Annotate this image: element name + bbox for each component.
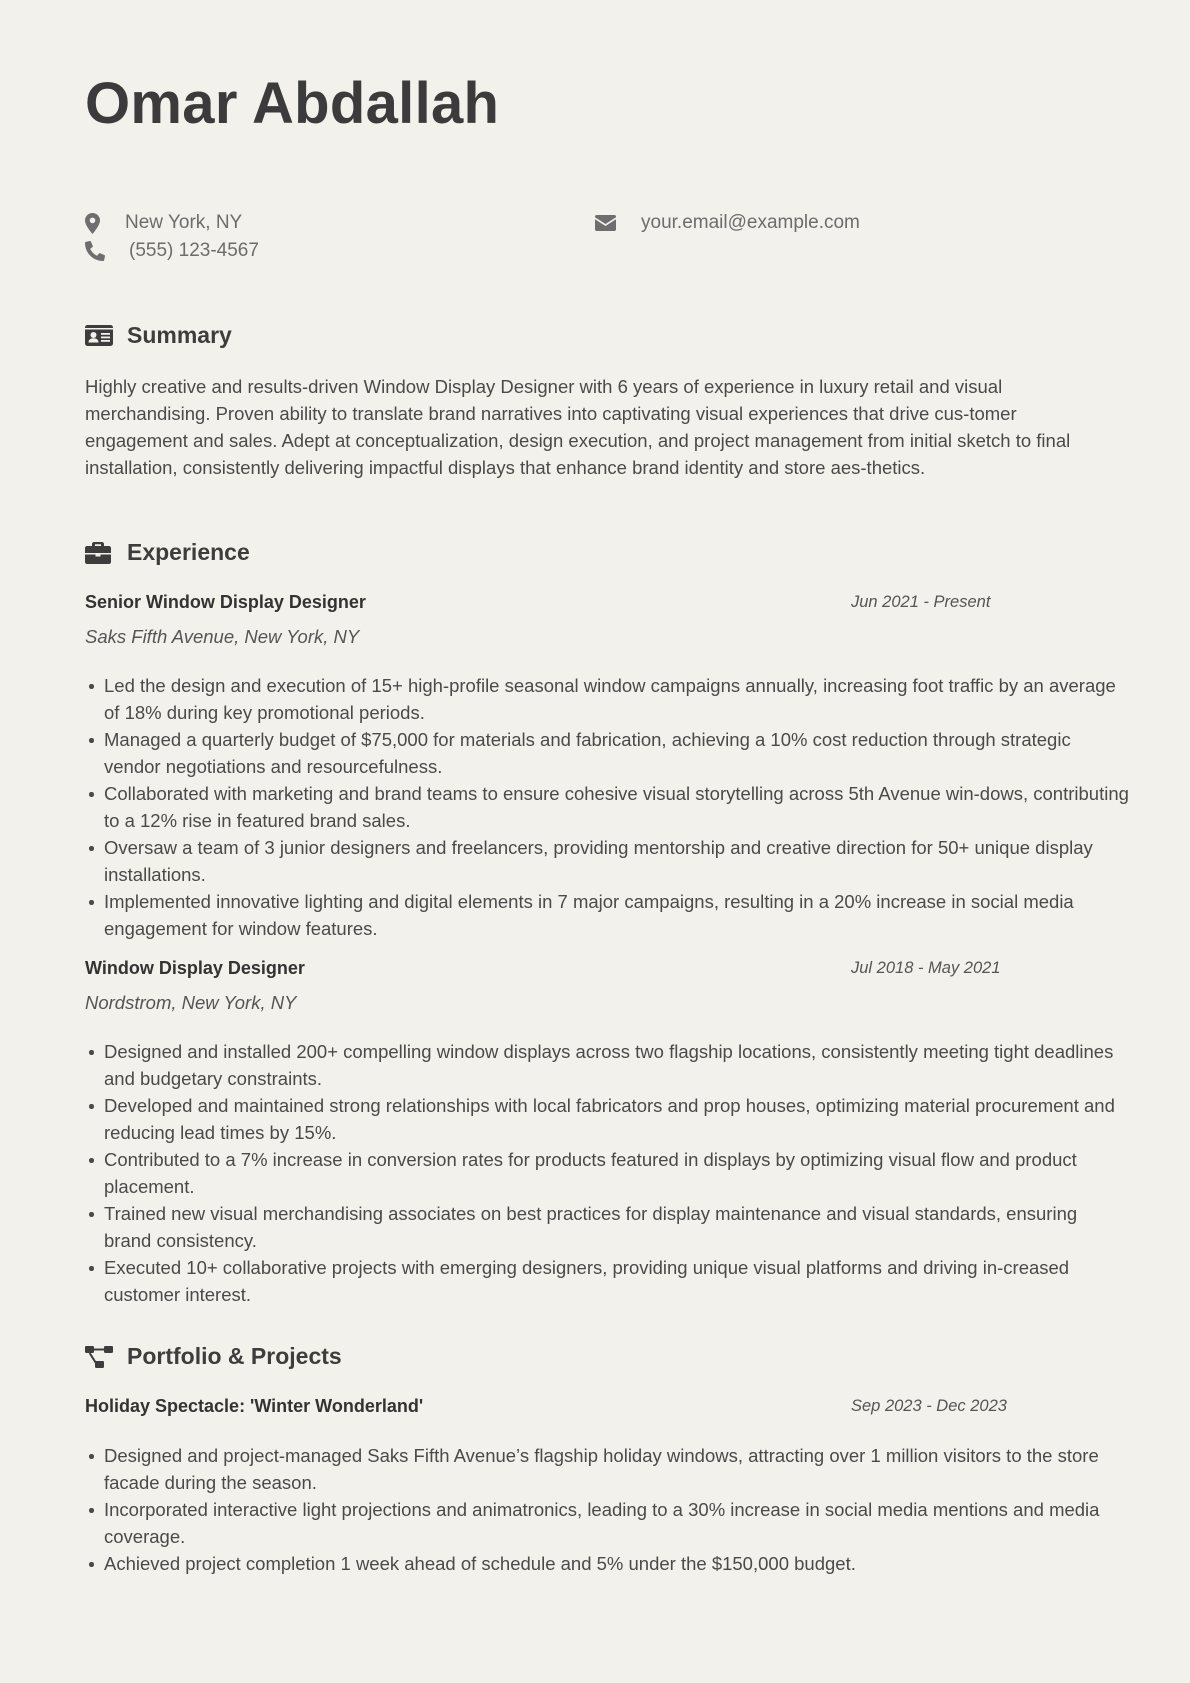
portfolio-section-heading xyxy=(85,1343,342,1370)
summary-heading: Summary xyxy=(127,322,232,348)
list-item: Designed and project-managed Saks Fifth Avenue’s flagship holiday windows, attracting over 1 million visitors to the store facade during the season. xyxy=(104,1442,1129,1496)
list-item: Designed and installed 200+ compelling window displays across two flagship locations, consistently meeting tight deadlines and budgetary constraints. xyxy=(104,1038,1129,1092)
summary-section-heading xyxy=(85,322,232,349)
experience-heading: Experience xyxy=(127,539,250,565)
contact-phone xyxy=(85,240,259,262)
list-item: Contributed to a 7% increase in conversion rates for products featured in displays by optimizing visual flow and product placement. xyxy=(104,1146,1129,1200)
job-organization: Nordstrom, New York, NY xyxy=(85,992,297,1013)
list-item: Achieved project completion 1 week ahead of schedule and 5% under the $150,000 budget. xyxy=(104,1550,1129,1577)
phone-icon xyxy=(85,240,107,262)
project-diagram-icon xyxy=(85,1345,113,1369)
portfolio-heading: Portfolio & Projects xyxy=(127,1343,342,1369)
list-item: Incorporated interactive light projections and animatronics, leading to a 30% increase in social media mentions and media coverage. xyxy=(104,1496,1129,1550)
job-bullet-list xyxy=(85,672,1129,942)
contact-email xyxy=(595,212,860,234)
briefcase-icon xyxy=(85,541,113,565)
project-dates: Sep 2023 - Dec 2023 xyxy=(851,1397,1007,1415)
project-title: Holiday Spectacle: 'Winter Wonderland' xyxy=(85,1396,424,1416)
candidate-name: Omar Abdallah xyxy=(85,71,500,136)
list-item: Developed and maintained strong relationships with local fabricators and prop houses, optimizing material procurement and reducing lead times by 15%. xyxy=(104,1092,1129,1146)
phone-text: (555) 123-4567 xyxy=(129,240,259,261)
list-item: Trained new visual merchandising associates on best practices for display maintenance and visual standards, ensuring brand consistency. xyxy=(104,1200,1129,1254)
list-item: Oversaw a team of 3 junior designers and freelancers, providing mentorship and creative direction for 50+ unique display installations. xyxy=(104,834,1129,888)
location-text: New York, NY xyxy=(125,212,243,233)
id-card-icon xyxy=(85,324,113,348)
envelope-icon xyxy=(595,212,617,234)
job-dates: Jun 2021 - Present xyxy=(851,593,991,611)
email-text[interactable]: your.email@example.com xyxy=(641,212,860,233)
map-marker-icon xyxy=(85,212,107,234)
experience-section-heading xyxy=(85,539,250,566)
list-item: Executed 10+ collaborative projects with emerging designers, providing unique visual platforms and driving in-creased customer interest. xyxy=(104,1254,1129,1308)
list-item: Implemented innovative lighting and digital elements in 7 major campaigns, resulting in a 20% increase in social media engagement for window features. xyxy=(104,888,1129,942)
contact-location xyxy=(85,212,242,234)
job-bullet-list xyxy=(85,1038,1129,1308)
job-dates: Jul 2018 - May 2021 xyxy=(851,959,1001,977)
job-title: Window Display Designer xyxy=(85,958,305,978)
summary-text: Highly creative and results-driven Window Display Designer with 6 years of experience in luxury retail and visual merchandising. Proven ability to translate brand narratives into captivating visual experiences that drive cus-tomer engagement and sales. Adept at conceptualization, design execution, and project management from initial sketch to final installation, consistently delivering impactful displays that enhance brand identity and store aes-thetics. xyxy=(85,376,1071,478)
list-item: Led the design and execution of 15+ high-profile seasonal window campaigns annually, increasing foot traffic by an average of 18% during key promotional periods. xyxy=(104,672,1129,726)
job-title: Senior Window Display Designer xyxy=(85,592,366,612)
job-organization: Saks Fifth Avenue, New York, NY xyxy=(85,626,360,647)
project-bullet-list xyxy=(85,1442,1129,1577)
list-item: Managed a quarterly budget of $75,000 for materials and fabrication, achieving a 10% cost reduction through strategic vendor negotiations and resourcefulness. xyxy=(104,726,1129,780)
list-item: Collaborated with marketing and brand teams to ensure cohesive visual storytelling across 5th Avenue win-dows, contributing to a 12% rise in featured brand sales. xyxy=(104,780,1129,834)
